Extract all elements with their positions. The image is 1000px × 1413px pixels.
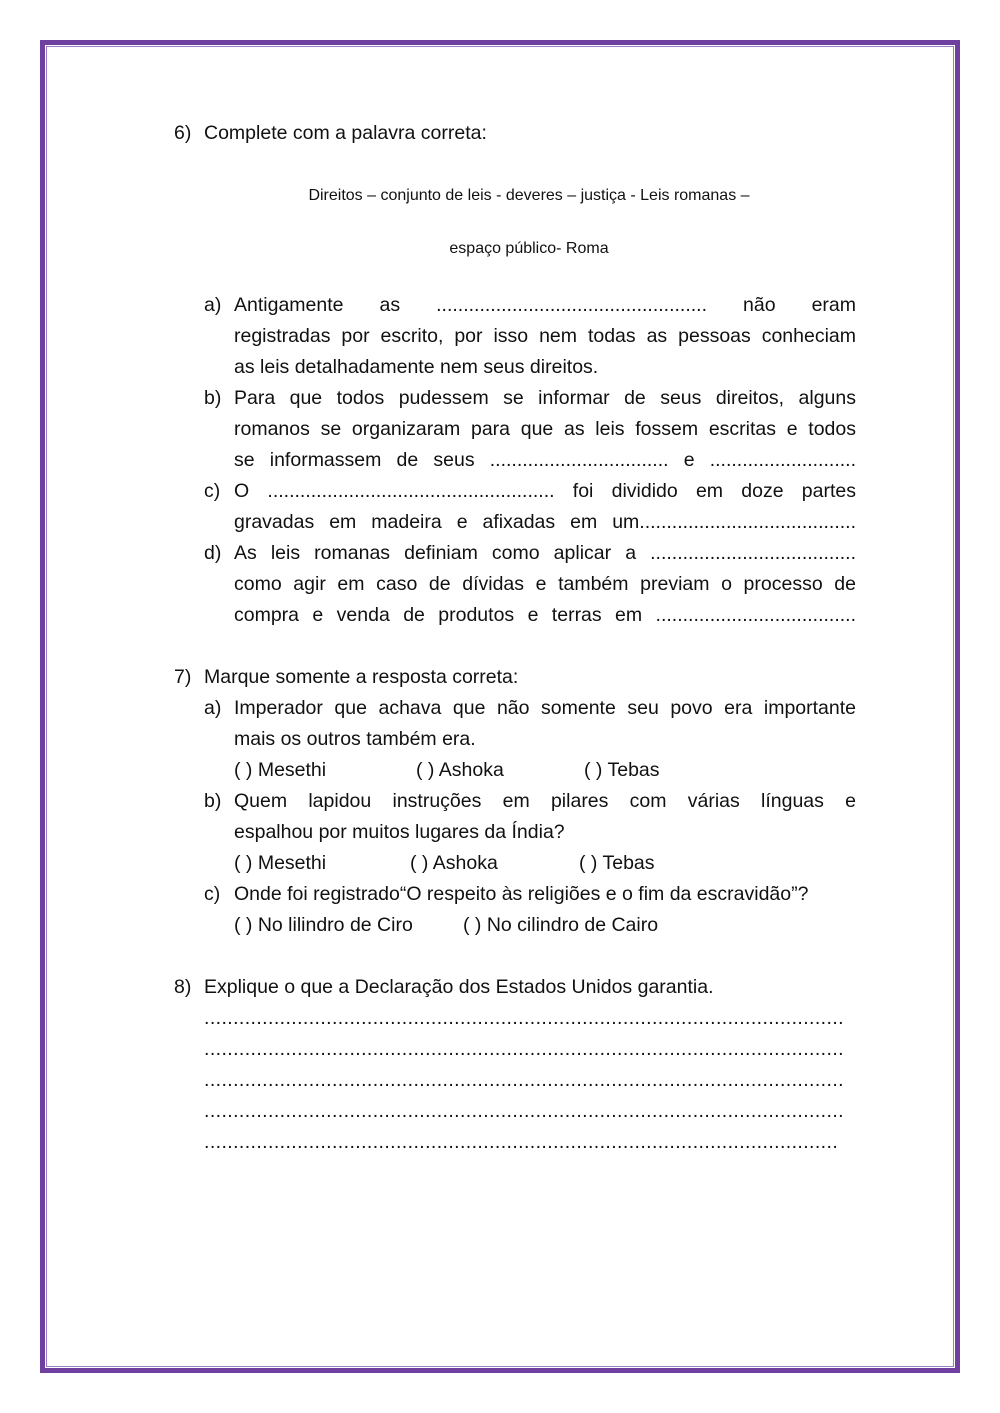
question-7-heading [174, 662, 518, 693]
options-row [234, 755, 856, 786]
item-label: c) [204, 480, 221, 502]
item-text-line: as leis detalhadamente nem seus direitos. [234, 356, 599, 378]
item-text-line: Antigamente as .................................................. não eram [234, 294, 856, 316]
q6-item-d [204, 538, 856, 631]
question-title: Complete com a palavra correta: [204, 122, 487, 144]
answer-line[interactable]: .............................................................................................................. [204, 1038, 844, 1060]
item-label: c) [204, 883, 221, 905]
item-label: b) [204, 387, 222, 409]
q6-item-b [204, 383, 856, 476]
answer-line[interactable]: ............................................................................................................. [204, 1131, 839, 1153]
item-label: a) [204, 697, 222, 719]
q6-item-c [204, 476, 856, 538]
item-text-line: compra e venda de produtos e terras em ..................................... [234, 604, 856, 626]
item-text-line: As leis romanas definiam como aplicar a ...................................... [234, 542, 856, 564]
item-text-line: Quem lapidou instruções em pilares com várias línguas e [234, 790, 856, 812]
option-checkbox-tebas[interactable]: ( ) Tebas [584, 759, 660, 781]
item-text-line: se informassem de seus ................................. e ........................... [234, 449, 856, 471]
q7-item-c [204, 879, 856, 941]
item-text-line: como agir em caso de dívidas e também previam o processo de [234, 573, 856, 595]
option-checkbox-ashoka[interactable]: ( ) Ashoka [416, 759, 504, 781]
answer-line[interactable]: .............................................................................................................. [204, 1069, 844, 1091]
question-6-heading [174, 118, 487, 149]
q7-item-a [204, 693, 856, 786]
item-text-line: mais os outros também era. [234, 728, 476, 750]
options-row [234, 848, 856, 879]
q7-item-b [204, 786, 856, 879]
word-bank-line-1: Direitos – conjunto de leis - deveres – justiça - Leis romanas – [308, 187, 750, 204]
option-checkbox-mesethi[interactable]: ( ) Mesethi [234, 759, 327, 781]
option-checkbox-cairo[interactable]: ( ) No cilindro de Cairo [463, 914, 659, 936]
item-text-line: O ..................................................... foi dividido em doze partes [234, 480, 856, 502]
word-bank-line-2: espaço público- Roma [449, 240, 609, 257]
question-number: 8) [174, 976, 192, 998]
question-8-heading [174, 972, 714, 1003]
option-checkbox-ciro[interactable]: ( ) No lilindro de Ciro [234, 914, 413, 936]
option-checkbox-tebas[interactable]: ( ) Tebas [579, 852, 655, 874]
item-text-line: Imperador que achava que não somente seu povo era importante [234, 697, 856, 719]
item-text-line: espalhou por muitos lugares da Índia? [234, 821, 565, 843]
item-text-line: Onde foi registrado“O respeito às religiões e o fim da escravidão”? [234, 883, 809, 905]
q6-item-a [204, 290, 856, 383]
option-checkbox-mesethi[interactable]: ( ) Mesethi [234, 852, 327, 874]
item-label: b) [204, 790, 222, 812]
answer-line[interactable]: .............................................................................................................. [204, 1007, 844, 1029]
item-text-line: romanos se organizaram para que as leis fossem escritas e todos [234, 418, 856, 440]
option-checkbox-ashoka[interactable]: ( ) Ashoka [410, 852, 498, 874]
question-number: 6) [174, 122, 192, 144]
item-label: a) [204, 294, 222, 316]
item-text-line: gravadas em madeira e afixadas em um........................................ [234, 511, 856, 533]
question-title: Marque somente a resposta correta: [204, 666, 519, 688]
item-label: d) [204, 542, 222, 564]
question-title: Explique o que a Declaração dos Estados Unidos garantia. [204, 976, 714, 998]
item-text-line: registradas por escrito, por isso nem todas as pessoas conheciam [234, 325, 856, 347]
options-row [234, 910, 856, 941]
answer-line[interactable]: .............................................................................................................. [204, 1100, 844, 1122]
question-number: 7) [174, 666, 192, 688]
item-text-line: Para que todos pudessem se informar de seus direitos, alguns [234, 387, 856, 409]
